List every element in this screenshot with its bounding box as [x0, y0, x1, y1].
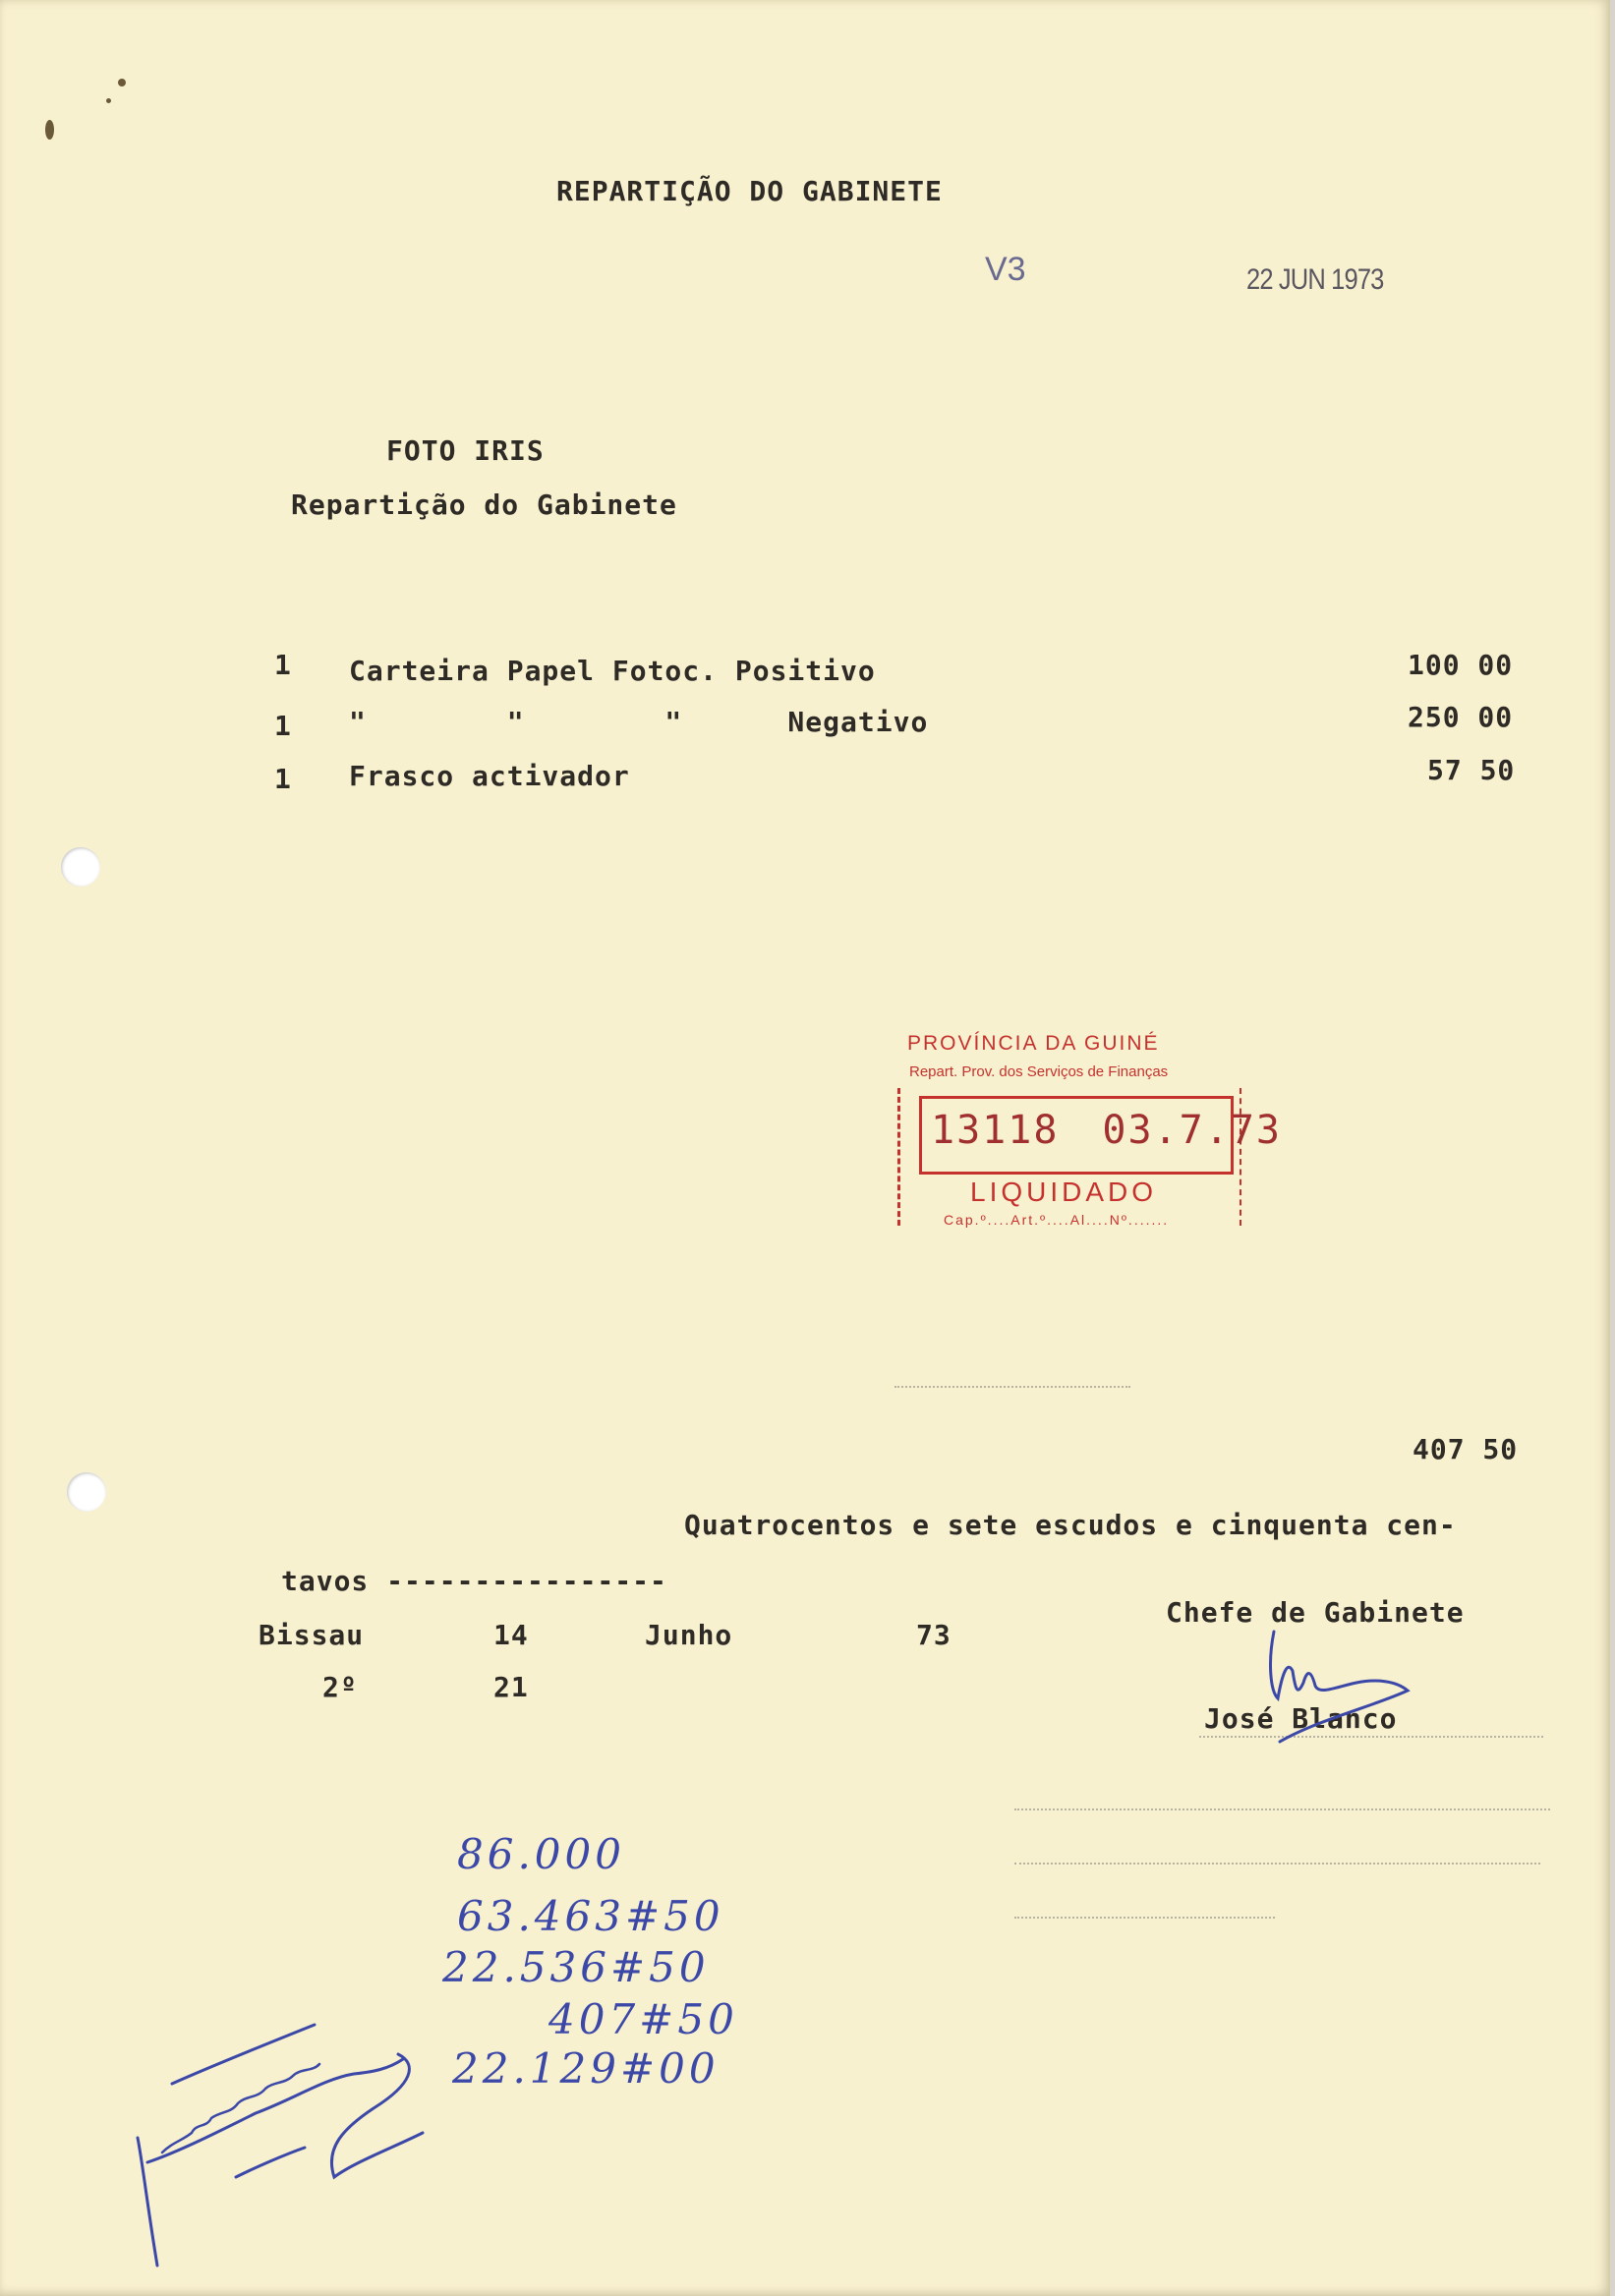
signature-bottom-left: [331, 2054, 423, 2177]
place-month: Junho: [645, 1619, 733, 1651]
place-day: 14: [493, 1619, 529, 1651]
pencil-note: V3: [985, 251, 1026, 288]
item-qty: 1: [274, 763, 292, 795]
document-title: REPARTIÇÃO DO GABINETE: [556, 175, 943, 207]
item-amount: 100 00: [1408, 649, 1514, 681]
amount-in-words-line1: Quatrocentos e sete escudos e cinquenta cen-: [684, 1509, 1457, 1541]
signature-bottom-left: [138, 2138, 157, 2266]
handwritten-figure: 86.000: [457, 1830, 625, 1878]
item-qty: 1: [274, 649, 292, 681]
company-name: FOTO IRIS: [386, 434, 545, 467]
signature-chefe: [1271, 1632, 1408, 1742]
stamp-cap-line: Cap.º....Art.º....Al....Nº.......: [944, 1212, 1170, 1228]
stamp-status: LIQUIDADO: [970, 1177, 1158, 1207]
place-city: Bissau: [259, 1619, 365, 1651]
date-stamp: 22 JUN 1973: [1246, 263, 1384, 296]
signatory-name: José Blanco: [1204, 1702, 1398, 1735]
item-amount: 250 00: [1408, 701, 1514, 733]
stamp-date-value: 03.7.73: [1102, 1108, 1282, 1153]
item-amount: 57 50: [1427, 754, 1516, 786]
stamp-province: PROVÍNCIA DA GUINÉ: [907, 1032, 1160, 1055]
department-name: Repartição do Gabinete: [291, 488, 677, 521]
item-description: " " " Negativo: [349, 706, 929, 738]
total-amount: 407 50: [1413, 1433, 1519, 1465]
handwritten-figure: 22.129#00: [452, 2044, 720, 2093]
item-description: Carteira Papel Fotoc. Positivo: [349, 655, 876, 687]
place-year: 73: [916, 1619, 952, 1651]
amount-in-words-line2: tavos ----------------: [281, 1565, 667, 1597]
stamp-department: Repart. Prov. dos Serviços de Finanças: [909, 1063, 1169, 1080]
ref-number-2: 21: [493, 1671, 529, 1703]
item-description: Frasco activador: [349, 760, 630, 792]
stamp-number-value: 13118: [931, 1108, 1060, 1153]
handwritten-figure: 63.463#50: [457, 1892, 724, 1940]
handwritten-figure: 22.536#50: [442, 1943, 710, 1991]
signatory-role: Chefe de Gabinete: [1166, 1596, 1465, 1629]
handwritten-figure: 407#50: [548, 1995, 738, 2043]
ref-number-1: 2º: [322, 1671, 358, 1703]
signature-bottom-left: [147, 2059, 403, 2162]
item-qty: 1: [274, 710, 292, 742]
signature-bottom-left: [236, 2148, 305, 2177]
